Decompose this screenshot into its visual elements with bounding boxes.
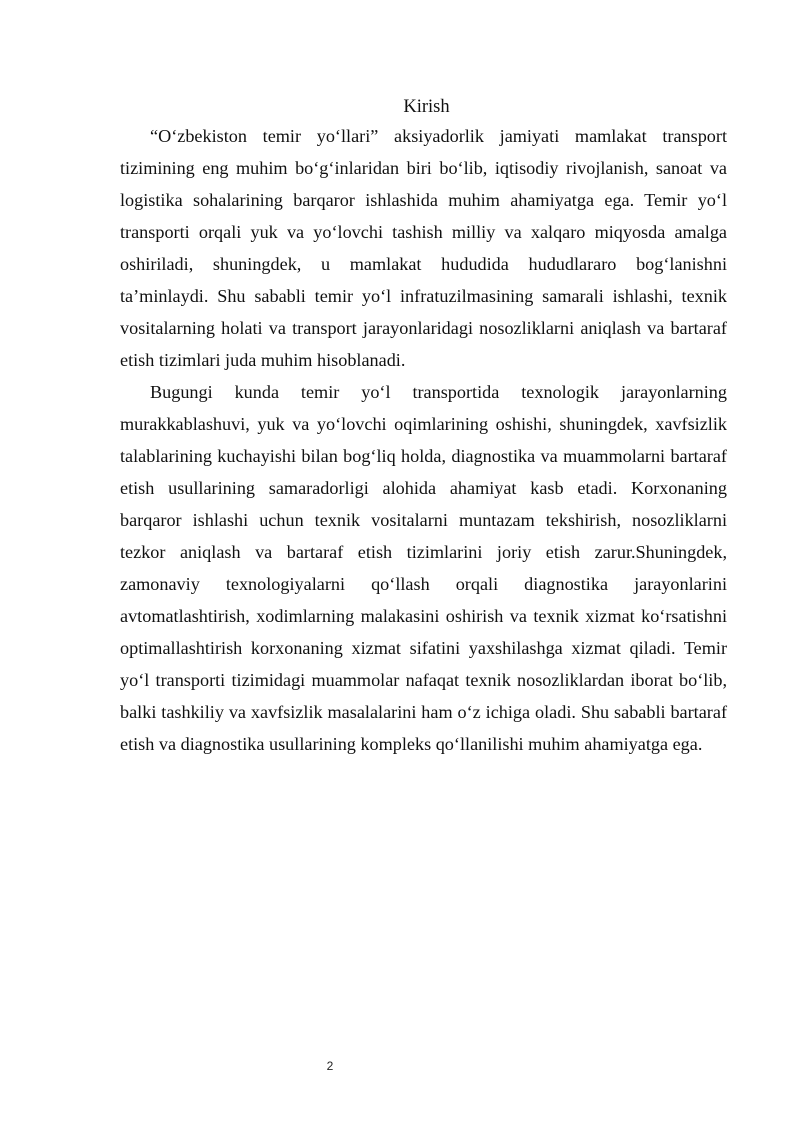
- page-number: 2: [326, 1059, 334, 1073]
- paragraph-1: “O‘zbekiston temir yo‘llari” aksiyadorlik jamiyati mamlakat transport tizimining eng muhim bo‘g‘inlaridan biri bo‘lib, iqtisodiy rivojlanish, sanoat va logistika sohalarining barqaror ishlashida muhim ahamiyatga ega. Temir yo‘l transporti orqali yuk va yo‘lovchi tashish milliy va xalqaro miqyosda amalga oshiriladi, shuningdek, u mamlakat hududida hududlararo bog‘lanishni ta’minlaydi. Shu sababli temir yo‘l infratuzilmasining samarali ishlashi, texnik vositalarning holati va transport jarayonlaridagi nosozliklarni aniqlash va bartaraf etish tizimlari juda muhim hisoblanadi.: [120, 126, 727, 370]
- paragraph-2: Bugungi kunda temir yo‘l transportida texnologik jarayonlarning murakkablashuvi, yuk va yo‘lovchi oqimlarining oshishi, shuningdek, xavfsizlik talablarining kuchayishi bilan bog‘liq holda, diagnostika va muammolarni bartaraf etish usullarining samaradorligi alohida ahamiyat kasb etadi. Korxonaning barqaror ishlashi uchun texnik vositalarni muntazam tekshirish, nosozliklarni tezkor aniqlash va bartaraf etish tizimlarini joriy etish zarur.Shuningdek, zamonaviy texnologiyalarni qo‘llash orqali diagnostika jarayonlarini avtomatlashtirish, xodimlarning malakasini oshirish va texnik xizmat ko‘rsatishni optimallashtirish korxonaning xizmat sifatini yaxshilashga xizmat qiladi. Temir yo‘l transporti tizimidagi muammolar nafaqat texnik nosozliklardan iborat bo‘lib, balki tashkiliy va xavfsizlik masalalarini ham o‘z ichiga oladi. Shu sababli bartaraf etish va diagnostika usullarining kompleks qo‘llanilishi muhim ahamiyatga ega.: [120, 382, 727, 754]
- section-heading: Kirish: [403, 97, 450, 117]
- body-text: [120, 120, 727, 760]
